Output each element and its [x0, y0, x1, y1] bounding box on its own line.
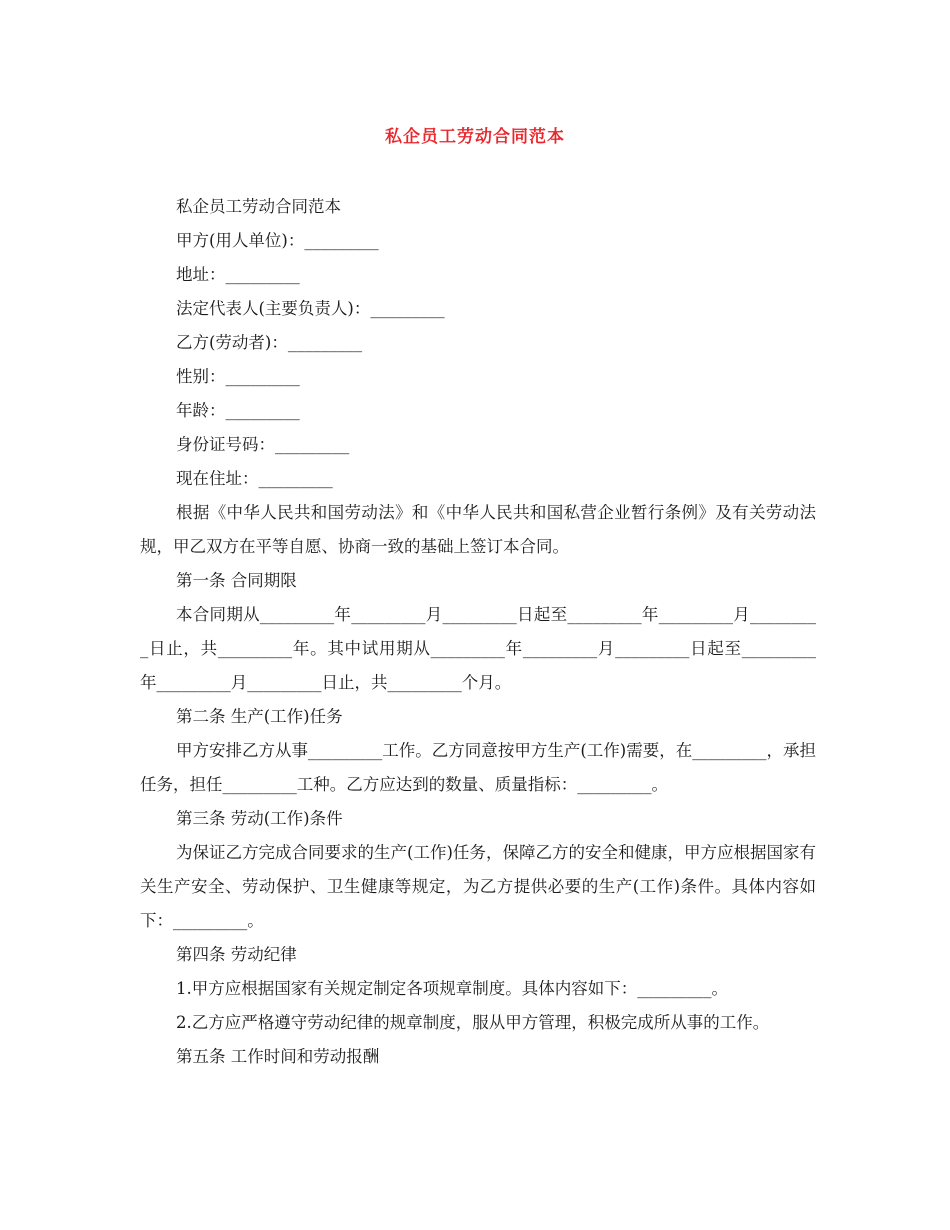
party-b-field: 乙方(劳动者)：_________	[176, 333, 363, 352]
article-3-body: 为保证乙方完成合同要求的生产(工作)任务，保障乙方的安全和健康，甲方应根据国家有关生产安全、劳动保护、卫生健康等规定，为乙方提供必要的生产(工作)条件。具体内容如下：_________。	[140, 843, 816, 930]
gender-field: 性别：_________	[176, 367, 300, 386]
article-1-body: 本合同期从_________年_________月_________日起至_________年_________月_________日止，共_________年。其中试用期从_________年_________月_________日起至_________年_________月_________日止，共_________个月。	[140, 605, 816, 692]
intro-paragraph: 根据《中华人民共和国劳动法》和《中华人民共和国私营企业暂行条例》及有关劳动法规，甲乙双方在平等自愿、协商一致的基础上签订本合同。	[140, 503, 816, 556]
article-4-heading: 第四条 劳动纪律	[176, 945, 297, 964]
article-3-heading: 第三条 劳动(工作)条件	[176, 809, 343, 828]
article-4-item-1: 1.甲方应根据国家有关规定制定各项规章制度。具体内容如下：_________。	[176, 979, 728, 998]
party-a-field: 甲方(用人单位)：_________	[176, 231, 379, 250]
age-field: 年龄：_________	[176, 401, 300, 420]
address-field: 地址：_________	[176, 265, 300, 284]
id-number-field: 身份证号码：_________	[176, 435, 350, 454]
document-body	[140, 190, 816, 1074]
article-2-body: 甲方安排乙方从事_________工作。乙方同意按甲方生产(工作)需要，在_________，承担任务，担任_________工种。乙方应达到的数量、质量指标：_________。	[140, 741, 816, 794]
legal-representative-field: 法定代表人(主要负责人)：_________	[176, 299, 445, 318]
article-4-item-2: 2.乙方应严格遵守劳动纪律的规章制度，服从甲方管理，积极完成所从事的工作。	[176, 1013, 770, 1032]
current-address-field: 现在住址：_________	[176, 469, 333, 488]
article-1-heading: 第一条 合同期限	[176, 571, 297, 590]
article-2-heading: 第二条 生产(工作)任务	[176, 707, 343, 726]
body-title-line: 私企员工劳动合同范本	[176, 197, 341, 216]
document-title: 私企员工劳动合同范本	[385, 127, 565, 147]
article-5-heading: 第五条 工作时间和劳动报酬	[176, 1047, 380, 1066]
